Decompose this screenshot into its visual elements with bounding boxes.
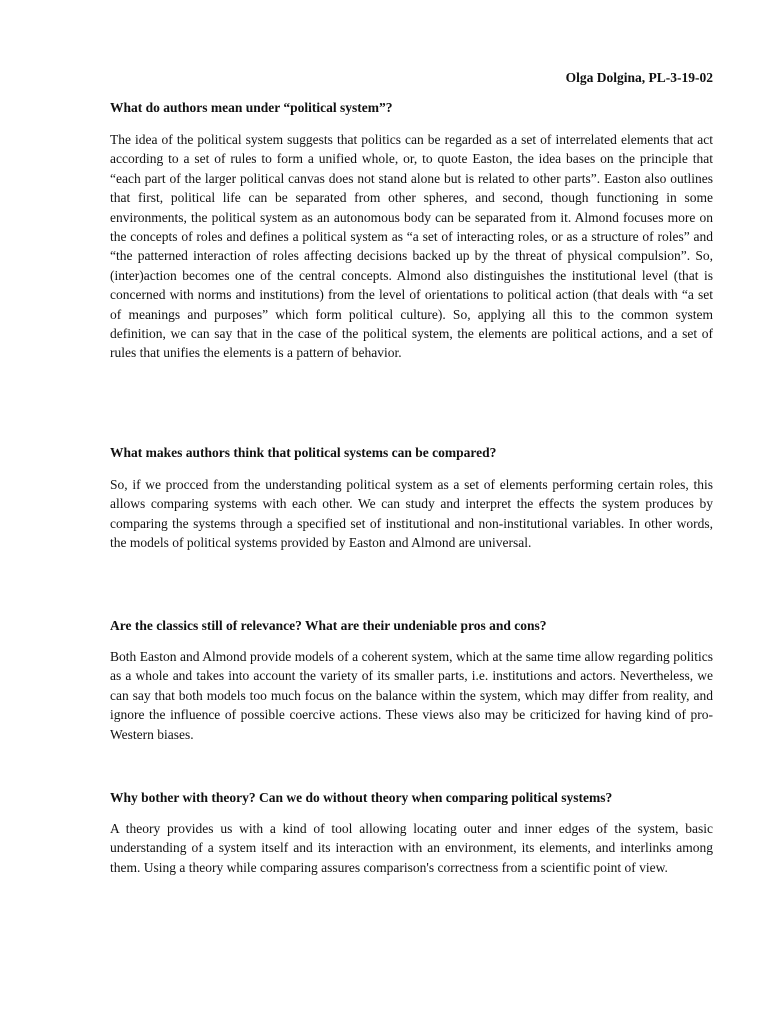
section-4-question: Why bother with theory? Can we do without theory when comparing political systems?	[110, 790, 613, 805]
author-line: Olga Dolgina, PL-3-19-02	[565, 70, 713, 85]
section-2-question: What makes authors think that political systems can be compared?	[110, 445, 497, 460]
section-3-question: Are the classics still of relevance? What are their undeniable pros and cons?	[110, 618, 547, 633]
section-4-answer: A theory provides us with a kind of tool allowing locating outer and inner edges of the system, basic understanding of a system itself and its interaction with an environment, its elements, and interlinks among them. Using a theory while comparing assures comparison's correctness from a scientific point of view.	[110, 821, 713, 875]
section-1-answer: The idea of the political system suggests that politics can be regarded as a set of interrelated elements that act according to a set of rules to form a unified whole, or, to quote Easton, the idea bases on the principle that “each part of the larger political canvas does not stand alone but is related to other parts”. Easton also outlines that first, political life can be separated from other spheres, and second, though functioning in some environments, the political system as an autonomous body can be separated from it. Almond focuses more on the concepts of roles and defines a political system as “a set of interacting roles, or as a structure of roles” and “the patterned interaction of roles affecting decisions backed up by the threat of physical compulsion”. So, (inter)action becomes one of the central concepts. Almond also distinguishes the institutional level (that is concerned with norms and institutions) from the level of orientations to political action (that deals with “a set of meanings and purposes” which form political culture). So, applying all this to the common system definition, we can say that in the case of the political system, the elements are political actions, and a set of rules that unifies the elements is a pattern of behavior.	[110, 132, 713, 361]
section-3-answer: Both Easton and Almond provide models of a coherent system, which at the same time allow regarding politics as a whole and takes into account the variety of its smaller parts, i.e. institutions and actors. Nevertheless, we can say that both models too much focus on the balance within the system, which may differ from reality, and ignore the influence of possible coercive actions. These views also may be criticized for having kind of pro-Western biases.	[110, 649, 713, 742]
section-2-answer: So, if we procced from the understanding political system as a set of elements performing certain roles, this allows comparing systems with each other. We can study and interpret the effects the system produces by comparing the systems through a specified set of institutional and non-institutional variables. In other words, the models of political systems provided by Easton and Almond are universal.	[110, 477, 713, 551]
section-1-question: What do authors mean under “political system”?	[110, 100, 393, 115]
